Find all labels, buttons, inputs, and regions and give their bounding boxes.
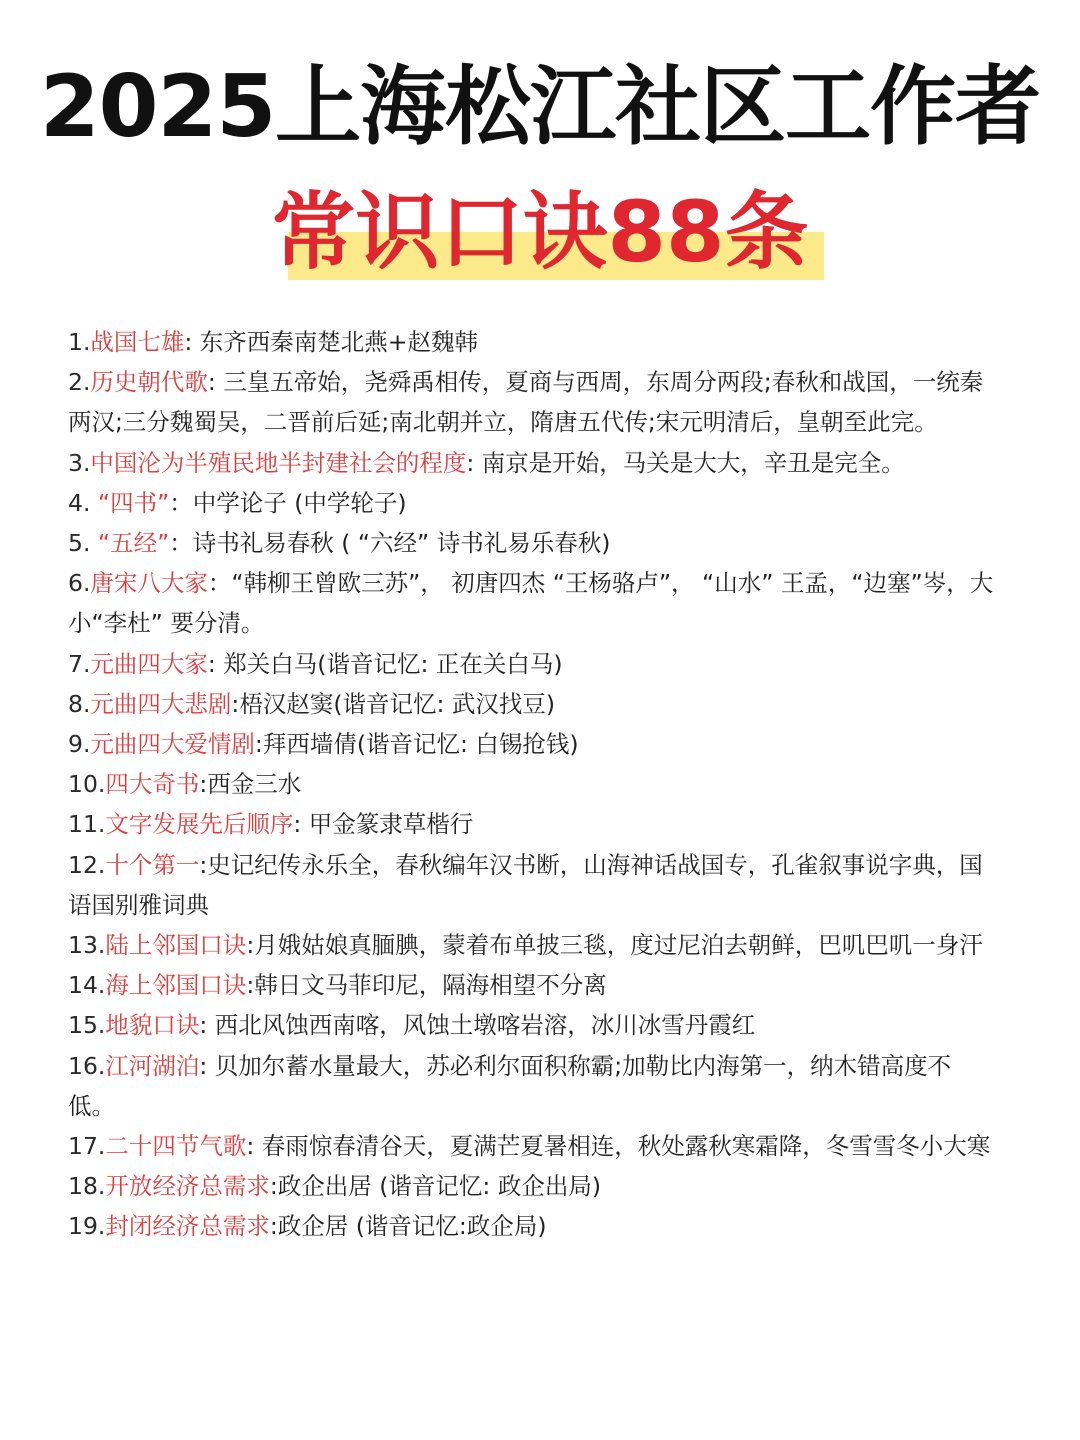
list-item bbox=[68, 322, 998, 362]
list-item bbox=[68, 1206, 998, 1246]
item-term: 开放经济总需求 bbox=[105, 1172, 270, 1201]
item-term: 陆上邻国口诀 bbox=[105, 931, 247, 960]
item-term: 元曲四大爱情剧 bbox=[90, 730, 255, 759]
item-description: :西金三水 bbox=[199, 770, 302, 799]
list-item bbox=[68, 563, 998, 643]
item-number: 1. bbox=[68, 328, 91, 356]
item-description: :月娥姑娘真腼腆，蒙着布单披三毯，度过尼泊去朝鲜，巴叽巴叽一身汗 bbox=[246, 931, 983, 960]
item-description: : 南京是开始，马关是大大，辛丑是完全。 bbox=[466, 448, 905, 477]
mnemonic-list bbox=[68, 322, 998, 1247]
item-term: “五经” bbox=[97, 529, 170, 558]
item-term: 文字发展先后顺序 bbox=[105, 810, 294, 839]
list-item bbox=[68, 644, 998, 684]
item-term: 元曲四大家 bbox=[90, 649, 208, 678]
item-term: 二十四节气歌 bbox=[105, 1132, 247, 1161]
list-item bbox=[68, 965, 998, 1005]
item-term: 战国七雄 bbox=[90, 328, 185, 356]
item-description: : 春雨惊春清谷天，夏满芒夏暑相连，秋处露秋寒霜降，冬雪雪冬小大寒 bbox=[246, 1132, 991, 1161]
item-description: ：中学论子 (中学轮子) bbox=[169, 488, 407, 517]
item-term: 海上邻国口诀 bbox=[105, 971, 247, 1000]
item-term: 十个第一 bbox=[105, 850, 200, 879]
list-item bbox=[68, 523, 998, 563]
item-number: 2. bbox=[68, 368, 91, 397]
item-number: 14. bbox=[68, 971, 106, 1000]
item-number: 8. bbox=[68, 689, 91, 718]
item-description: :政企居 (谐音记忆:政企局) bbox=[269, 1212, 547, 1241]
item-term: 元曲四大悲剧 bbox=[90, 689, 232, 718]
item-number: 13. bbox=[68, 931, 106, 960]
item-description: : 贝加尔蓄水量最大，苏必利尔面积称霸;加勒比内海第一，纳木错高度不低。 bbox=[68, 1051, 952, 1120]
item-number: 15. bbox=[68, 1011, 106, 1040]
item-number: 12. bbox=[68, 850, 106, 879]
list-item bbox=[68, 1126, 998, 1166]
list-item bbox=[68, 804, 998, 844]
item-description: : 东齐西秦南楚北燕+赵魏韩 bbox=[184, 328, 478, 356]
item-description: : 郑关白马(谐音记忆: 正在关白马) bbox=[207, 649, 563, 678]
item-term: 四大奇书 bbox=[105, 770, 200, 799]
item-term: 封闭经济总需求 bbox=[105, 1212, 270, 1241]
item-description: ：“韩柳王曾欧三苏”， 初唐四杰 “王杨骆卢”， “山水” 王孟，“边塞”岑，大小“李杜” 要分清。 bbox=[68, 569, 994, 638]
item-term: 地貌口诀 bbox=[105, 1011, 200, 1040]
item-description: : 西北风蚀西南喀，风蚀土墩喀岩溶，冰川冰雪丹霞红 bbox=[199, 1011, 756, 1040]
item-term: “四书” bbox=[97, 488, 170, 517]
item-description: :梧汉赵窦(谐音记忆: 武汉找豆) bbox=[231, 689, 556, 718]
item-term: 唐宋八大家 bbox=[90, 569, 208, 598]
item-number: 18. bbox=[68, 1172, 106, 1201]
list-item bbox=[68, 845, 998, 925]
item-number: 6. bbox=[68, 569, 91, 598]
item-description: : 三皇五帝始，尧舜禹相传，夏商与西周，东周分两段;春秋和战国，一统秦两汉;三分魏蜀吴，二晋前后延;南北朝并立，隋唐五代传;宋元明清后，皇朝至此完。 bbox=[68, 368, 984, 437]
item-term: 历史朝代歌 bbox=[90, 368, 208, 397]
item-term: 江河湖泊 bbox=[105, 1051, 200, 1080]
list-item bbox=[68, 1166, 998, 1206]
item-number: 7. bbox=[68, 649, 91, 678]
subtitle-banner bbox=[0, 182, 1080, 292]
item-number: 17. bbox=[68, 1132, 106, 1161]
item-description: :政企出居 (谐音记忆: 政企出局) bbox=[269, 1172, 601, 1201]
item-number: 16. bbox=[68, 1051, 106, 1080]
page-subtitle: 常识口诀88条 bbox=[271, 183, 809, 281]
list-item bbox=[68, 483, 998, 523]
item-term: 中国沦为半殖民地半封建社会的程度 bbox=[90, 448, 467, 477]
item-number: 3. bbox=[68, 448, 91, 477]
list-item bbox=[68, 362, 998, 442]
item-number: 5. bbox=[68, 529, 98, 558]
list-item bbox=[68, 1046, 998, 1126]
list-item bbox=[68, 764, 998, 804]
item-description: : 甲金篆隶草楷行 bbox=[293, 810, 474, 839]
item-number: 11. bbox=[68, 810, 106, 839]
list-item bbox=[68, 1005, 998, 1045]
list-item bbox=[68, 925, 998, 965]
page-title: 2025上海松江社区工作者 bbox=[39, 57, 1041, 157]
item-number: 19. bbox=[68, 1212, 106, 1241]
item-description: :史记纪传永乐全，春秋编年汉书断，山海神话战国专，孔雀叙事说字典，国语国别雅词典 bbox=[68, 850, 983, 919]
list-item bbox=[68, 684, 998, 724]
list-item bbox=[68, 724, 998, 764]
item-description: ：诗书礼易春秋 ( “六经” 诗书礼易乐春秋) bbox=[169, 529, 611, 558]
item-number: 4. bbox=[68, 488, 98, 517]
item-description: :韩日文马菲印尼，隔海相望不分离 bbox=[246, 971, 607, 1000]
item-description: :拜西墙倩(谐音记忆: 白锡抢钱) bbox=[254, 730, 579, 759]
item-number: 10. bbox=[68, 770, 106, 799]
list-item bbox=[68, 443, 998, 483]
item-number: 9. bbox=[68, 730, 91, 759]
